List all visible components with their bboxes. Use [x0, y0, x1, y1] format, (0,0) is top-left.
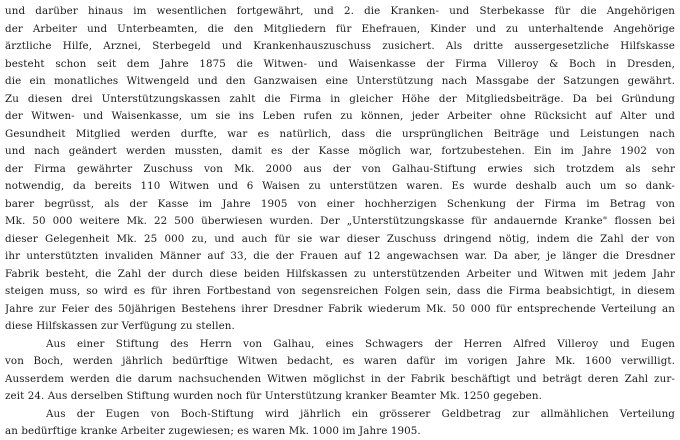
text-line: zeit 24. Aus derselben Stiftung wurden noch für Unterstützung kranker Beamter Mk. 1250 gegeben.: [5, 390, 542, 402]
text-line: ärztliche Hilfe, Arznei, Sterbegeld und Krankenhauszuschuss zusichert. Als dritte aussergesetzliche Hilfskasse: [5, 40, 675, 52]
text-line: der Firma gewährter Zuschuss von Mk. 2000 aus der von Galhau-Stiftung erwies sich trotzdem als sehr: [5, 162, 675, 175]
text-line: dieser Gelegenheit Mk. 25 000 zu, und auch für sie war dieser Zuschuss dringend nötig, indem die Zahl der von: [5, 232, 675, 245]
text-line: an bedürftige kranke Arbeiter zugewiesen; es waren Mk. 1000 im Jahre 1905.: [5, 425, 421, 437]
text-line: und darüber hinaus im wesentlichen fortgewährt, und 2. die Kranken- und Sterbekasse für die Angehörigen: [5, 5, 675, 17]
text-line: ihr unterstützten invaliden Männer auf 33, die der Frauen auf 12 angewachsen war. Da aber, je länger die Dresdner: [5, 250, 675, 262]
text-line: die ein monatliches Witwengeld und den Ganzwaisen eine Unterstützung nach Massgabe der Satzungen gewährt.: [5, 75, 675, 87]
text-line: Fabrik besteht, die Zahl der durch diese beiden Hilfskassen zu unterstützenden Arbeiter und Witwen mit jedem Jahr: [5, 267, 675, 280]
text-line: von Boch, werden jährlich bedürftige Witwen bedacht, es waren dafür im vorigen Jahre Mk. 1600 verwilligt.: [5, 355, 675, 367]
text-line: Zu diesen drei Unterstützungskassen zahlt die Firma in gleicher Höhe der Mitgliedsbeiträge. Da bei Gründung: [5, 92, 675, 105]
text-line: der Arbeiter und Unterbeamten, die den Mitgliedern für Ehefrauen, Kinder und zu unterhaltende Angehörige: [5, 22, 675, 35]
text-line: besteht schon seit dem Jahre 1875 die Witwen- und Waisenkasse der Firma Villeroy & Boch in Dresden,: [5, 57, 675, 70]
text-line: steigen muss, so wird es für ihren Fortbestand von segensreichen Folgen sein, dass die Firma beabsichtigt, in diesem: [5, 285, 675, 297]
text-line: barer begrüsst, als der Kasse im Jahre 1905 von einer hochherzigen Schenkung der Firma im Betrag von: [5, 197, 675, 210]
text-line: Aus einer Stiftung des Herrn von Galhau, eines Schwagers der Herren Alfred Villeroy und Eugen: [46, 337, 675, 350]
text-line: Gesundheit Mitglied werden durfte, war es natürlich, dass die ursprünglichen Beiträge und Leistungen nach: [5, 127, 675, 140]
text-line: Ausserdem werden die darum nachsuchenden Witwen möglichst in der Fabrik beschäftigt und beträgt deren Zahl zur-: [5, 372, 675, 385]
text-line: Mk. 50 000 weitere Mk. 22 500 überwiesen wurden. Der „Unterstützungskasse für andauernde Kranke" flossen bei: [5, 215, 675, 227]
text-line: Jahre zur Feier des 50jährigen Bestehens ihrer Dresdner Fabrik wiederum Mk. 50 000 für entsprechende Verteilung an: [5, 302, 675, 315]
text-line: Aus der Eugen von Boch-Stiftung wird jährlich ein grösserer Geldbetrag zur allmählichen Verteilung: [46, 407, 675, 420]
text-line: der Witwen- und Waisenkasse, um sie ins Leben rufen zu können, jeder Arbeiter ohne Rücksicht auf Alter und: [5, 110, 675, 122]
text-line: und nach geändert werden mussten, damit es der Kasse möglich war, fortzubestehen. Ein im Jahre 1902 von: [5, 145, 675, 157]
text-line: notwendig, da bereits 110 Witwen und 6 Waisen zu unterstützen waren. Es wurde deshalb auch um so dank-: [5, 180, 675, 192]
text-line: diese Hilfskassen zur Verfügung zu stellen.: [5, 320, 235, 332]
